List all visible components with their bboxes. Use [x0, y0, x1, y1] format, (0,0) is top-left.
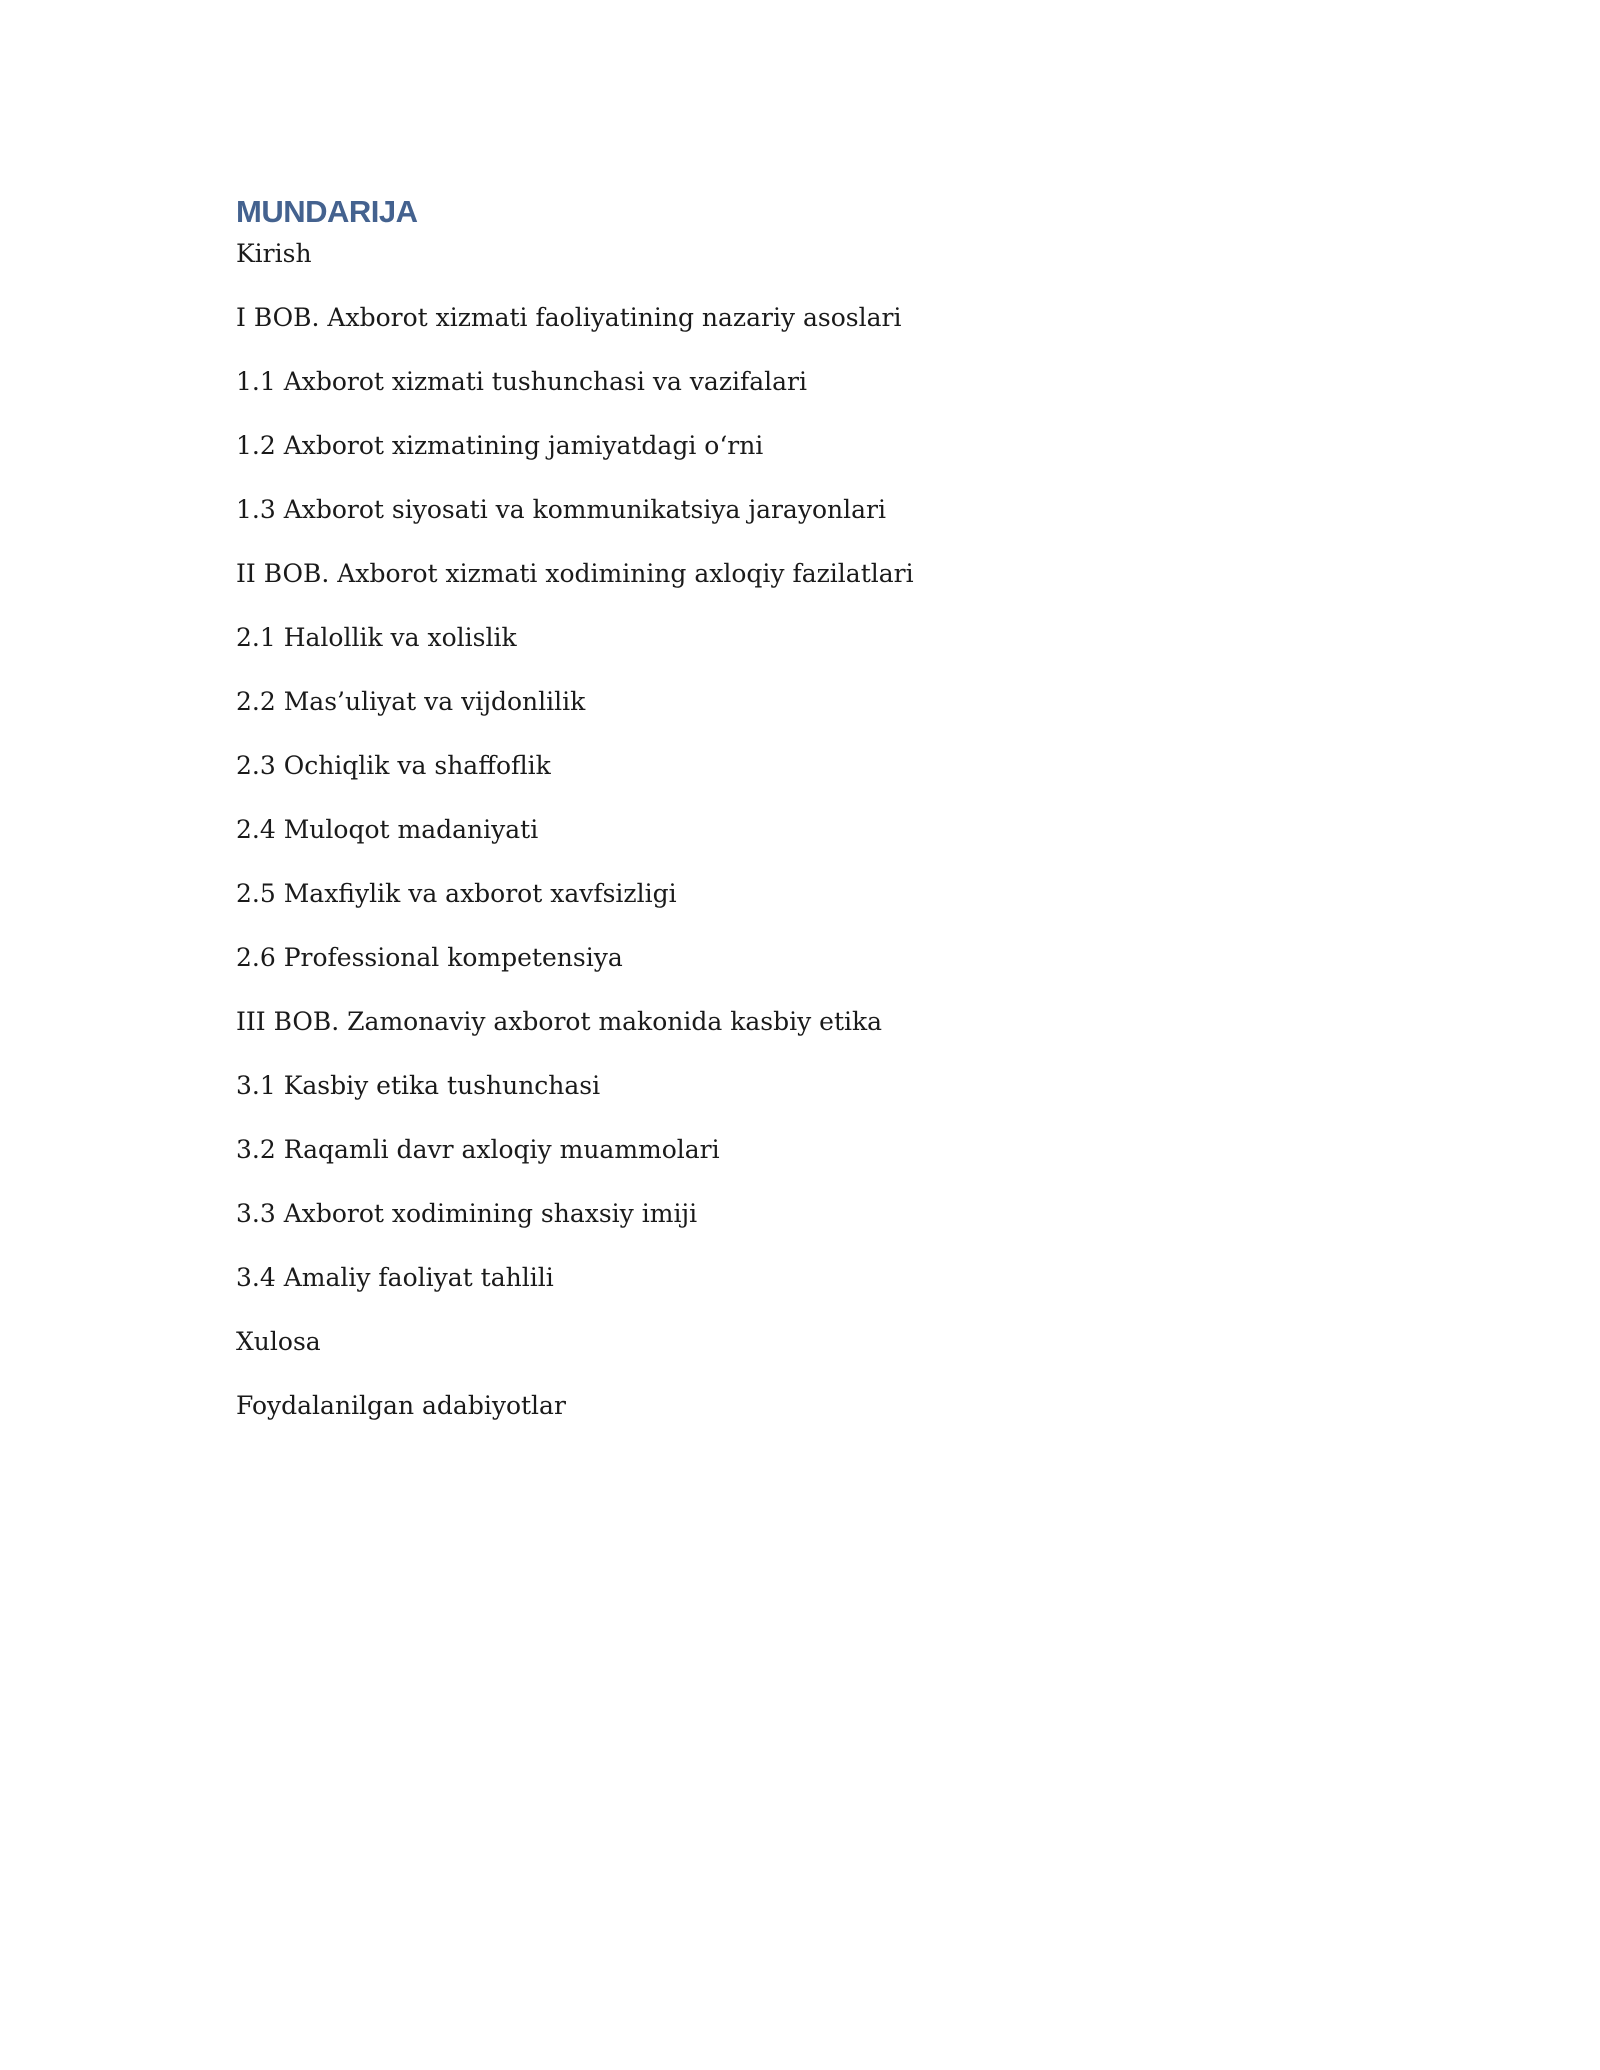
- toc-entry-section-3-3: 3.3 Axborot xodimining shaxsiy imiji: [236, 1199, 698, 1228]
- toc-entry-section-3-2: 3.2 Raqamli davr axloqiy muammolari: [236, 1135, 720, 1164]
- toc-entry-section-1-3: 1.3 Axborot siyosati va kommunikatsiya jarayonlari: [236, 495, 886, 524]
- toc-entry-section-1-2: 1.2 Axborot xizmatining jamiyatdagi o‘rni: [236, 431, 764, 460]
- toc-entry-section-2-5: 2.5 Maxfiylik va axborot xavfsizligi: [236, 879, 677, 908]
- toc-entry-references: Foydalanilgan adabiyotlar: [236, 1391, 566, 1420]
- toc-entry-section-3-1: 3.1 Kasbiy etika tushunchasi: [236, 1071, 601, 1100]
- toc-entry-conclusion: Xulosa: [236, 1327, 321, 1356]
- toc-entry-section-2-6: 2.6 Professional kompetensiya: [236, 943, 623, 972]
- toc-list: [236, 234, 1336, 1426]
- toc-entry-section-2-4: 2.4 Muloqot madaniyati: [236, 815, 539, 844]
- toc-entry-section-2-2: 2.2 Mas’uliyat va vijdonlilik: [236, 687, 586, 716]
- toc-entry-chapter-3: III BOB. Zamonaviy axborot makonida kasbiy etika: [236, 1007, 883, 1036]
- table-of-contents: [236, 190, 1336, 1450]
- toc-entry-chapter-1: I BOB. Axborot xizmati faoliyatining nazariy asoslari: [236, 303, 902, 332]
- toc-entry-section-3-4: 3.4 Amaliy faoliyat tahlili: [236, 1263, 554, 1292]
- toc-entry-introduction: Kirish: [236, 239, 312, 268]
- toc-entry-section-2-3: 2.3 Ochiqlik va shaffoflik: [236, 751, 551, 780]
- toc-entry-section-2-1: 2.1 Halollik va xolislik: [236, 623, 517, 652]
- toc-entry-section-1-1: 1.1 Axborot xizmati tushunchasi va vazifalari: [236, 367, 808, 396]
- toc-title: MUNDARIJA: [236, 194, 418, 229]
- toc-entry-chapter-2: II BOB. Axborot xizmati xodimining axloqiy fazilatlari: [236, 559, 914, 588]
